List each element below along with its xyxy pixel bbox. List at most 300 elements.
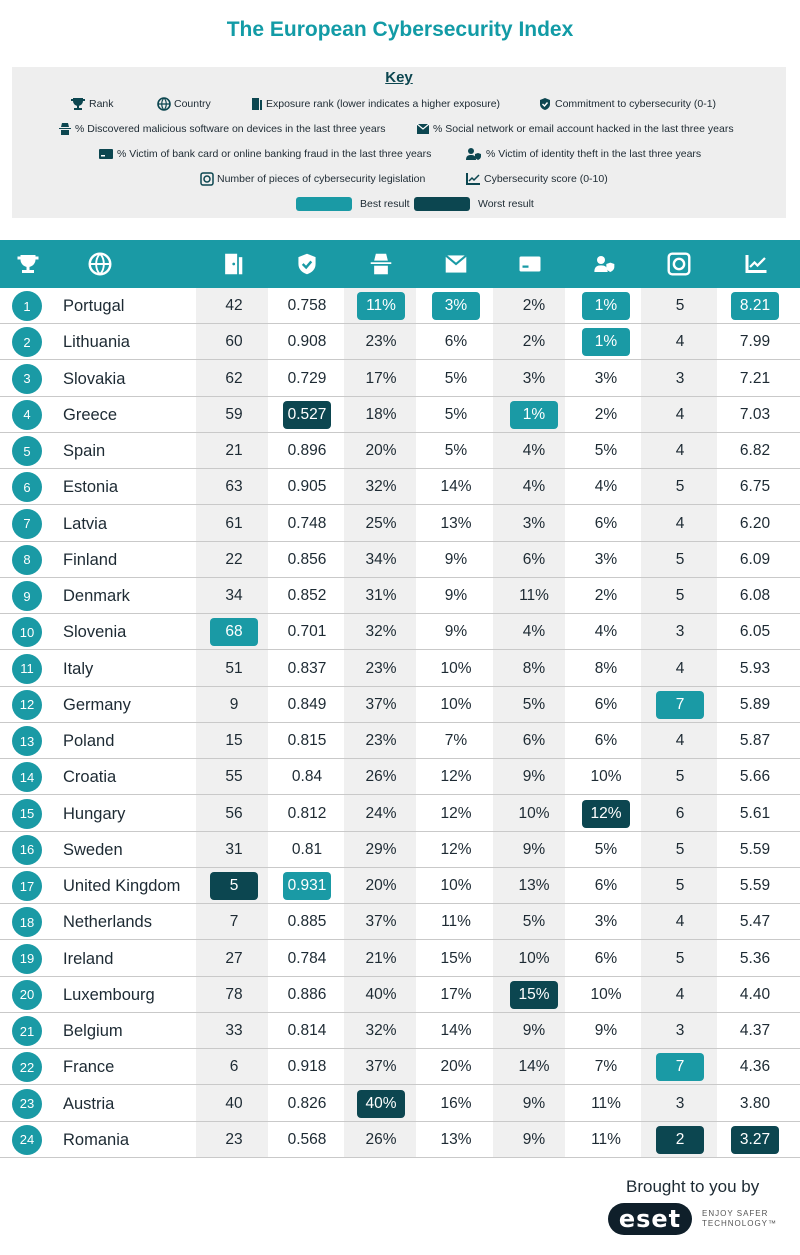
score-cell: 7.99: [739, 333, 771, 351]
identity-theft-cell: 3%: [594, 550, 618, 568]
malware-cell: 29%: [365, 840, 397, 858]
rank-badge: 11: [12, 654, 42, 684]
trophy-icon: [70, 97, 86, 111]
rank-badge: 20: [12, 980, 42, 1010]
page-title: The European Cybersecurity Index: [226, 18, 574, 41]
score-cell: 5.93: [739, 659, 771, 677]
exposure-rank-cell: 68: [210, 618, 258, 646]
shield-icon: [295, 252, 319, 276]
rank-badge: 4: [12, 400, 42, 430]
exposure-rank-cell: 22: [225, 550, 243, 568]
score-cell: 5.61: [739, 804, 771, 822]
malware-cell: 18%: [365, 405, 397, 423]
legislation-cell: 7: [656, 691, 704, 719]
legislation-cell: 4: [675, 985, 685, 1003]
identity-theft-cell: 7%: [594, 1058, 618, 1076]
malware-cell: 32%: [365, 623, 397, 641]
country-name: Italy: [63, 659, 94, 678]
score-cell: 5.59: [739, 877, 771, 894]
exposure-rank-cell: 62: [225, 369, 243, 387]
identity-theft-cell: 5%: [594, 840, 618, 858]
identity-theft-cell: 11%: [591, 1130, 621, 1148]
legislation-cell: 3: [675, 369, 685, 387]
table-row: [0, 614, 800, 650]
hacked-cell: 14%: [440, 478, 472, 496]
table-row: [0, 1122, 800, 1158]
exposure-rank-cell: 60: [225, 333, 243, 351]
hacked-cell: 10%: [440, 877, 472, 894]
exposure-rank-cell: 55: [225, 768, 243, 786]
identity-theft-cell: 11%: [591, 1094, 621, 1112]
score-cell: 5.36: [739, 949, 771, 967]
hacked-cell: 15%: [440, 949, 472, 967]
hacked-cell: 6%: [444, 333, 468, 351]
commitment-cell: 0.886: [287, 985, 327, 1003]
identity-theft-cell: 6%: [594, 949, 618, 967]
envelope-icon: [444, 252, 468, 276]
country-name: Slovakia: [63, 369, 126, 388]
table-row: [0, 723, 800, 759]
score-cell: 5.47: [739, 913, 771, 931]
commitment-cell: 0.812: [287, 804, 327, 822]
identity-theft-cell: 3%: [594, 369, 618, 387]
table-row: [0, 1013, 800, 1049]
malware-cell: 20%: [365, 442, 397, 459]
malware-cell: 20%: [365, 877, 397, 894]
country-name: Romania: [63, 1130, 130, 1149]
door-icon: [249, 97, 263, 111]
key-item-legislation: Number of pieces of cybersecurity legislation: [200, 171, 425, 187]
country-name: Sweden: [63, 840, 123, 859]
identity-theft-cell: 1%: [582, 328, 630, 356]
fraud-cell: 13%: [518, 877, 550, 894]
score-cell: 5.66: [739, 768, 771, 786]
exposure-rank-cell: 27: [225, 949, 243, 967]
spy-icon: [369, 252, 393, 276]
malware-cell: 40%: [357, 1090, 405, 1118]
hacked-cell: 10%: [440, 659, 472, 677]
table-row: [0, 941, 800, 977]
exposure-rank-cell: 34: [225, 587, 243, 604]
key-item-exposure: Exposure rank (lower indicates a higher exposure): [249, 96, 500, 112]
fraud-cell: 9%: [522, 1022, 546, 1039]
fraud-cell: 4%: [522, 478, 546, 496]
key-item-country: Country: [157, 96, 211, 112]
rank-badge: 9: [12, 581, 42, 611]
country-name: Estonia: [63, 478, 119, 497]
commitment-cell: 0.527: [283, 401, 331, 429]
country-name: Croatia: [63, 768, 117, 787]
table-row: [0, 651, 800, 687]
malware-cell: 23%: [365, 659, 397, 677]
identity-theft-cell: 2%: [594, 587, 618, 604]
rank-badge: 21: [12, 1016, 42, 1046]
malware-cell: 11%: [357, 292, 405, 320]
country-name: Greece: [63, 405, 118, 424]
rank-badge: 2: [12, 327, 42, 357]
legislation-cell: 6: [675, 804, 685, 822]
legislation-cell: 4: [675, 913, 685, 931]
country-name: Belgium: [63, 1022, 123, 1040]
identity-icon: [593, 252, 617, 276]
exposure-rank-cell: 23: [225, 1130, 243, 1148]
table-row: [0, 977, 800, 1013]
rank-badge: 19: [12, 944, 42, 974]
hacked-cell: 13%: [440, 514, 472, 532]
key-item-commitment: Commitment to cybersecurity (0-1): [538, 96, 716, 112]
identity-theft-cell: 3%: [594, 913, 618, 931]
fraud-cell: 9%: [522, 840, 546, 858]
country-name: Lithuania: [63, 333, 130, 352]
hacked-cell: 13%: [440, 1130, 472, 1148]
commitment-cell: 0.784: [287, 949, 327, 967]
table-row: [0, 469, 800, 505]
key-best: Best result: [296, 196, 410, 212]
commitment-cell: 0.856: [287, 550, 327, 568]
exposure-rank-cell: 61: [225, 514, 243, 532]
score-cell: 6.09: [739, 550, 771, 568]
hacked-cell: 3%: [432, 292, 480, 320]
rank-badge: 13: [12, 726, 42, 756]
identity-theft-cell: 10%: [590, 768, 622, 786]
malware-cell: 26%: [365, 768, 397, 786]
rank-badge: 17: [12, 871, 42, 901]
fraud-cell: 5%: [522, 695, 546, 713]
table-row: [0, 397, 800, 433]
malware-cell: 37%: [365, 695, 397, 713]
legislation-cell: 4: [675, 732, 685, 749]
commitment-cell: 0.931: [283, 872, 331, 900]
rank-badge: 23: [12, 1089, 42, 1119]
eset-logo: eset: [608, 1203, 692, 1235]
malware-cell: 17%: [365, 369, 397, 387]
score-cell: 5.59: [739, 840, 771, 858]
commitment-cell: 0.849: [287, 695, 327, 713]
fraud-cell: 2%: [522, 333, 546, 351]
exposure-rank-cell: 59: [225, 405, 243, 423]
table-row: [0, 868, 800, 904]
fraud-cell: 10%: [518, 949, 550, 967]
rank-badge: 3: [12, 364, 42, 394]
country-name: Austria: [63, 1094, 115, 1113]
score-cell: 6.20: [739, 514, 771, 532]
malware-cell: 21%: [365, 949, 397, 967]
malware-cell: 24%: [365, 804, 397, 822]
hacked-cell: 9%: [444, 623, 468, 641]
malware-cell: 32%: [365, 1022, 397, 1039]
malware-cell: 37%: [365, 913, 397, 931]
country-name: United Kingdom: [63, 877, 181, 895]
score-cell: 7.03: [739, 405, 771, 423]
commitment-cell: 0.826: [287, 1094, 327, 1112]
identity-theft-cell: 6%: [594, 877, 618, 894]
brought-to-you-text: Brought to you by: [626, 1177, 760, 1196]
exposure-rank-cell: 7: [229, 913, 239, 931]
identity-icon: [465, 147, 483, 161]
fraud-cell: 6%: [522, 732, 546, 749]
rank-badge: 18: [12, 907, 42, 937]
score-cell: 6.08: [739, 587, 771, 604]
key-item-malware: % Discovered malicious software on devices in the last three years: [58, 121, 385, 137]
fraud-cell: 14%: [518, 1058, 550, 1076]
table-row: [0, 904, 800, 940]
legislation-cell: 5: [675, 949, 685, 967]
table-row: [0, 361, 800, 397]
hacked-cell: 10%: [440, 695, 472, 713]
commitment-cell: 0.758: [287, 297, 327, 314]
key-worst: Worst result: [414, 196, 534, 212]
score-cell: 6.82: [739, 442, 771, 459]
commitment-cell: 0.748: [287, 514, 327, 532]
malware-cell: 32%: [365, 478, 397, 496]
fraud-cell: 9%: [522, 768, 546, 786]
exposure-rank-cell: 40: [225, 1094, 243, 1112]
country-name: France: [63, 1058, 115, 1077]
fraud-cell: 8%: [522, 659, 546, 677]
country-name: Poland: [63, 732, 115, 750]
card-icon: [518, 252, 542, 276]
score-cell: 6.05: [739, 623, 771, 641]
hacked-cell: 20%: [440, 1058, 472, 1076]
legislation-cell: 4: [675, 405, 685, 423]
exposure-rank-cell: 33: [225, 1022, 243, 1039]
key-item-fraud: % Victim of bank card or online banking fraud in the last three years: [98, 146, 431, 162]
key-item-rank: Rank: [70, 96, 114, 112]
exposure-rank-cell: 42: [225, 297, 243, 314]
malware-cell: 23%: [365, 732, 397, 749]
key-item-score: Cybersecurity score (0-10): [465, 171, 608, 187]
identity-theft-cell: 4%: [594, 623, 618, 641]
exposure-rank-cell: 15: [225, 732, 243, 749]
hacked-cell: 7%: [444, 732, 468, 749]
score-cell: 7.21: [739, 369, 771, 387]
commitment-cell: 0.908: [287, 333, 327, 351]
eset-tagline: ENJOY SAFER TECHNOLOGY™: [702, 1209, 778, 1228]
rank-badge: 24: [12, 1125, 42, 1155]
malware-cell: 25%: [365, 514, 397, 532]
score-cell: 8.21: [731, 292, 779, 320]
fraud-cell: 3%: [522, 369, 546, 387]
table-row: [0, 288, 800, 324]
identity-theft-cell: 4%: [594, 478, 618, 496]
score-icon: [465, 172, 481, 186]
hacked-cell: 17%: [440, 985, 472, 1003]
country-name: Slovenia: [63, 623, 127, 642]
malware-cell: 26%: [365, 1130, 397, 1148]
malware-cell: 40%: [365, 985, 397, 1003]
commitment-cell: 0.729: [287, 369, 327, 387]
rank-badge: 10: [12, 617, 42, 647]
commitment-cell: 0.568: [287, 1130, 327, 1148]
exposure-rank-cell: 51: [225, 659, 243, 677]
legislation-cell: 2: [656, 1126, 704, 1154]
table-row: [0, 832, 800, 868]
country-name: Luxembourg: [63, 985, 155, 1004]
rank-badge: 15: [12, 799, 42, 829]
exposure-rank-cell: 78: [225, 985, 243, 1003]
legislation-cell: 7: [656, 1053, 704, 1081]
score-cell: 4.37: [739, 1022, 771, 1039]
fraud-cell: 2%: [522, 297, 546, 314]
table-row: [0, 433, 800, 469]
rank-badge: 7: [12, 509, 42, 539]
commitment-cell: 0.815: [287, 732, 327, 749]
fraud-cell: 3%: [522, 514, 546, 532]
commitment-cell: 0.918: [287, 1058, 327, 1076]
legislation-cell: 4: [675, 659, 685, 677]
commitment-cell: 0.814: [287, 1022, 327, 1039]
exposure-rank-cell: 9: [229, 695, 239, 713]
legislation-icon: [667, 252, 691, 276]
hacked-cell: 12%: [440, 840, 472, 858]
malware-cell: 23%: [365, 333, 397, 351]
country-name: Hungary: [63, 804, 126, 823]
country-name: Netherlands: [63, 913, 152, 932]
legislation-icon: [200, 172, 214, 186]
malware-cell: 34%: [365, 550, 397, 568]
globe-icon: [157, 97, 171, 111]
fraud-cell: 4%: [522, 442, 546, 459]
legislation-cell: 3: [675, 1094, 685, 1112]
exposure-rank-cell: 6: [229, 1058, 239, 1076]
table-header: [0, 240, 800, 288]
legislation-cell: 5: [675, 840, 685, 858]
rank-badge: 12: [12, 690, 42, 720]
exposure-rank-cell: 5: [210, 872, 258, 900]
spy-icon: [58, 122, 72, 136]
table-row: [0, 759, 800, 795]
fraud-cell: 5%: [522, 913, 546, 931]
country-name: Spain: [63, 442, 106, 460]
commitment-cell: 0.905: [287, 478, 327, 496]
identity-theft-cell: 9%: [594, 1022, 618, 1039]
worst-swatch: [414, 197, 470, 211]
legislation-cell: 5: [675, 768, 685, 786]
country-name: Ireland: [63, 949, 114, 968]
commitment-cell: 0.852: [287, 587, 327, 604]
globe-icon: [88, 252, 112, 276]
commitment-cell: 0.701: [287, 623, 327, 641]
score-cell: 3.80: [739, 1094, 771, 1112]
legislation-cell: 5: [675, 478, 685, 496]
legislation-cell: 5: [675, 297, 685, 314]
exposure-rank-cell: 21: [225, 442, 243, 459]
fraud-cell: 15%: [510, 981, 558, 1009]
fraud-cell: 4%: [522, 623, 546, 641]
best-swatch: [296, 197, 352, 211]
key-title: Key: [385, 69, 413, 86]
exposure-rank-cell: 63: [225, 478, 243, 496]
rank-badge: 5: [12, 436, 42, 466]
table-row: [0, 1049, 800, 1085]
fraud-cell: 9%: [522, 1130, 546, 1148]
country-name: Germany: [63, 695, 131, 714]
key-panel: [12, 67, 786, 218]
legislation-cell: 5: [675, 877, 685, 894]
hacked-cell: 9%: [444, 550, 468, 568]
trophy-icon: [16, 252, 40, 276]
country-name: Denmark: [63, 587, 130, 605]
door-icon: [220, 252, 244, 276]
country-name: Portugal: [63, 297, 125, 315]
score-cell: 4.36: [739, 1058, 771, 1076]
rank-badge: 14: [12, 762, 42, 792]
legislation-cell: 3: [675, 623, 685, 641]
rank-badge: 6: [12, 472, 42, 502]
rank-badge: 22: [12, 1052, 42, 1082]
card-icon: [98, 148, 114, 160]
exposure-rank-cell: 56: [225, 804, 243, 822]
legislation-cell: 5: [675, 550, 685, 568]
score-cell: 5.89: [739, 695, 771, 713]
table-row: [0, 324, 800, 360]
identity-theft-cell: 5%: [594, 442, 618, 459]
table-row: [0, 687, 800, 723]
legislation-cell: 4: [675, 333, 685, 351]
hacked-cell: 5%: [444, 369, 468, 387]
identity-theft-cell: 6%: [594, 514, 618, 532]
exposure-rank-cell: 31: [225, 840, 243, 858]
identity-theft-cell: 2%: [594, 405, 618, 423]
legislation-cell: 4: [675, 442, 685, 459]
rank-badge: 16: [12, 835, 42, 865]
hacked-cell: 14%: [440, 1022, 472, 1039]
hacked-cell: 16%: [440, 1094, 472, 1112]
fraud-cell: 6%: [522, 550, 546, 568]
commitment-cell: 0.81: [291, 840, 323, 858]
commitment-cell: 0.837: [287, 659, 327, 677]
identity-theft-cell: 8%: [594, 659, 618, 677]
score-cell: 3.27: [731, 1126, 779, 1154]
legislation-cell: 5: [675, 587, 685, 604]
malware-cell: 31%: [365, 587, 397, 604]
fraud-cell: 10%: [518, 804, 550, 822]
commitment-cell: 0.896: [287, 442, 327, 459]
key-item-hacked: % Social network or email account hacked in the last three years: [416, 121, 734, 137]
hacked-cell: 12%: [440, 768, 472, 786]
score-cell: 4.40: [739, 985, 771, 1003]
legislation-cell: 3: [675, 1022, 685, 1039]
score-icon: [744, 252, 768, 276]
commitment-cell: 0.84: [291, 768, 323, 786]
hacked-cell: 9%: [444, 587, 468, 604]
score-cell: 6.75: [739, 478, 771, 496]
hacked-cell: 12%: [440, 804, 472, 822]
fraud-cell: 1%: [510, 401, 558, 429]
key-item-identity: % Victim of identity theft in the last three years: [465, 146, 701, 162]
table-row: [0, 796, 800, 832]
fraud-cell: 11%: [519, 587, 549, 604]
country-name: Latvia: [63, 514, 108, 533]
hacked-cell: 11%: [441, 913, 471, 931]
identity-theft-cell: 1%: [582, 292, 630, 320]
rank-badge: 8: [12, 545, 42, 575]
identity-theft-cell: 12%: [582, 800, 630, 828]
rank-badge: 1: [12, 291, 42, 321]
fraud-cell: 9%: [522, 1094, 546, 1112]
table-row: [0, 506, 800, 542]
legislation-cell: 4: [675, 514, 685, 532]
hacked-cell: 5%: [444, 405, 468, 423]
country-name: Finland: [63, 550, 118, 569]
score-cell: 5.87: [739, 732, 771, 749]
identity-theft-cell: 10%: [590, 985, 622, 1003]
table-row: [0, 1086, 800, 1122]
hacked-cell: 5%: [444, 442, 468, 459]
envelope-icon: [416, 123, 430, 135]
shield-icon: [538, 97, 552, 111]
commitment-cell: 0.885: [287, 913, 327, 931]
